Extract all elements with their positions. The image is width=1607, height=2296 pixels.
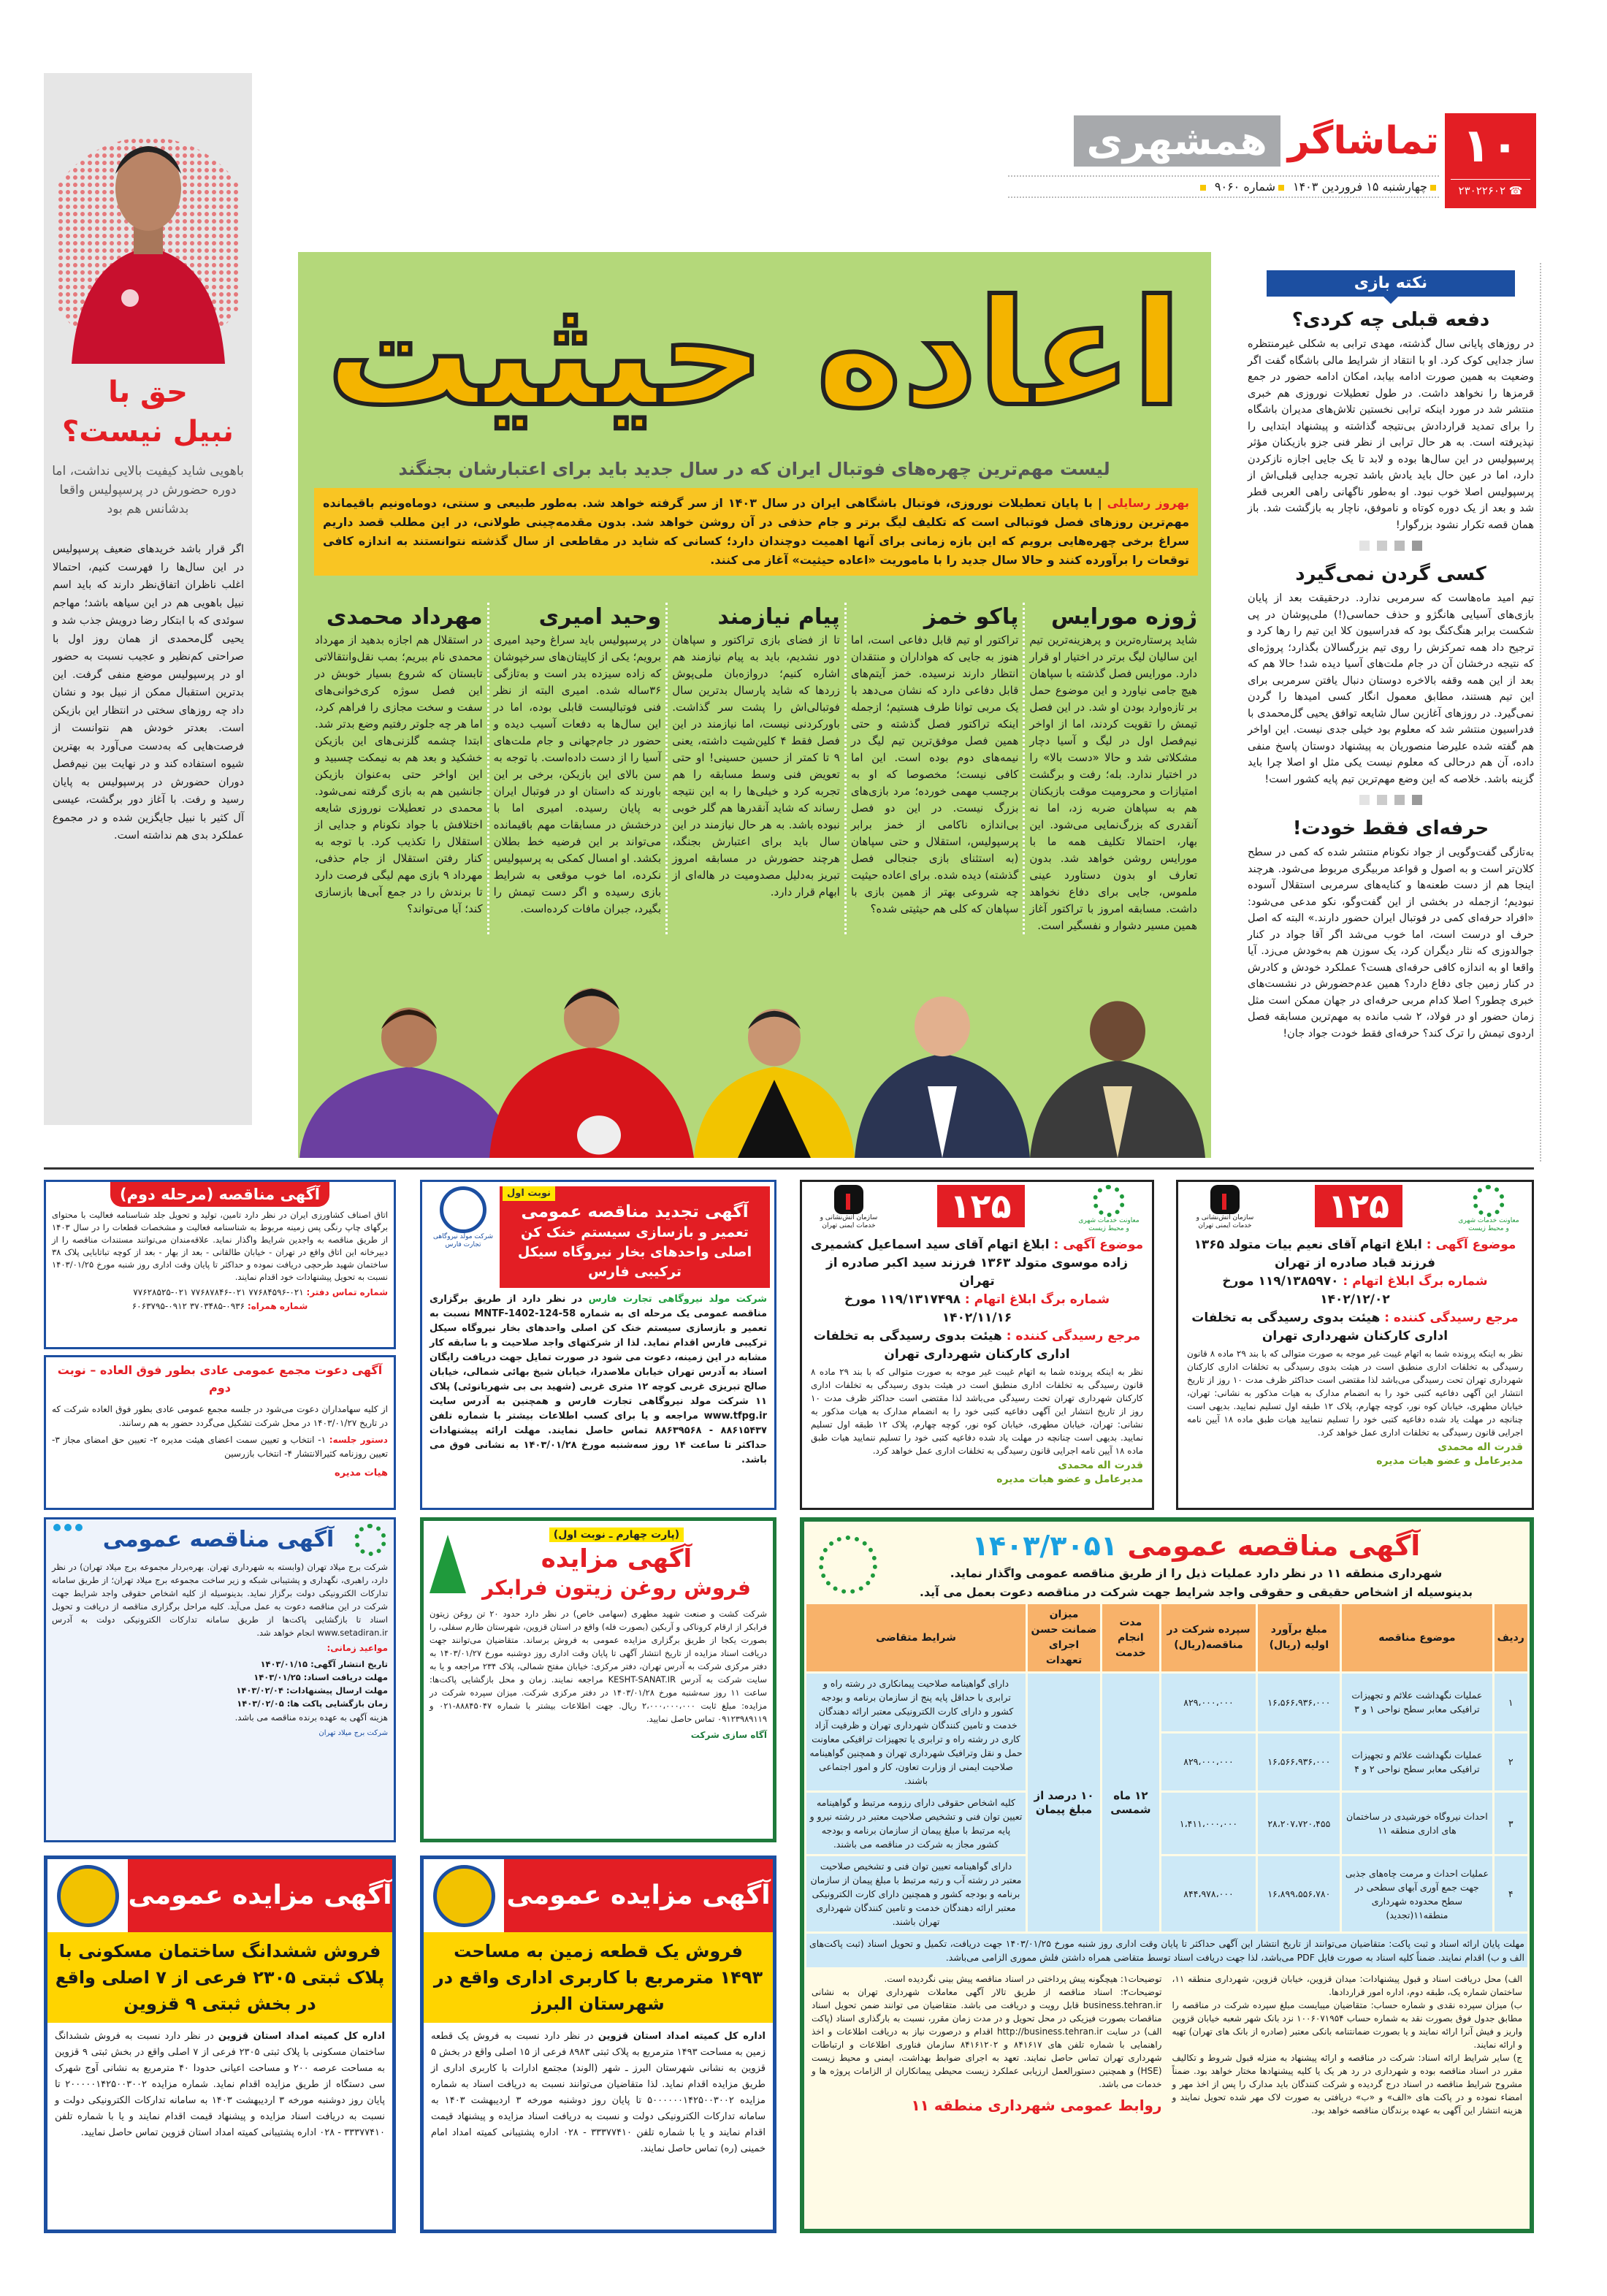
- fars-power-logo: شرکت مولد نیروگاهی تجارت فارس: [427, 1186, 500, 1288]
- newspaper-logo: [1008, 115, 1439, 167]
- photo-payam-niazmand: [694, 1009, 855, 1158]
- player-column: پاکو خمز تراکتور او تیم قابل دفاعی است، اما هنوز به جایی که هواداران و منتقدان انتظار دارند نرسیده. خمز آیتم‌های قابل دفاعی دارد که نشان می‌دهد با یک مربی توانا طرف هستیم؛ ازجمله اینکه تراکتور فصل گذشته و حتی همین فصل موفق‌ترین تیم لیگ در نیمه‌های دوم بوده است. این اما کافی نیست؛ مخصوصا که او به برچسب مهمی خورده؛ مرد بازی‌های بزرگ نیست. در این دو فصل بی‌اندازه ناکامی از خمز برابر پرسپولیس، استقلال و حتی سپاهان (به استثنای بازی جنجالی فصل گذشته) دیده شده. برای اعاده حیثیت چه شروعی بهتر از همین بازی با سپاهان که کلی هم حیثیتی شده؟: [844, 603, 1023, 934]
- player-column: پیام نیازمند تا از فضای بازی تراکتور و سپاهان دور نشدیم، باید به پیام نیازمند هم اشاره کنیم؛ دروازه‌بان ملی‌پوش زردها که شاید پارسال بدترین سال فوتبالی‌اش را پشت سر گذاشت. باورکردنی نیست، اما نیازمند در این فصل فقط ۴ کلین‌شیت داشته، یعنی ۹ تا کمتر از حسین حسینی! او حتی تعویض فنی وسط مسابقه را هم تجربه کرد و خیلی‌ها را به این نتیجه رساند که شاید آنقدرها هم گلر خوبی نبوده باشد. به هر حال نیازمند در این سال باید برای اعتبارش بجنگد، هرچند حضورش در مسابقه امروز تبریز به‌دلیل مصدومیت در هاله‌ای از ابهام قرار دارد.: [665, 603, 844, 934]
- ad-olive-oil-auction: (پارت چهارم ـ نوبت اول) آگهی مزایده فروش روغن زیتون فرابکر شرکت کشت و صنعت شهید مطهری (سهامی خاص) در نظر دارد حدود ۲۰ تن روغن زیتون فرابکر از ارقام کروناکی و آربکین (بصورت فله) واقع در استان قزوین، شهرستان طارم سفلی، را بصورت یکجا از طریق برگزاری مزایده عمومی به فروش برساند. متقاضیان می‌توانند جهت دریافت اسناد مزایده از تاریخ انتشار آگهی تا پایان وقت اداری روز دوشنبه مورخ ۱۴۰۳/۰۱/۲۷ به دفتر مرکزی شرکت به آدرس تهران، دفتر مرکزی: خیابان مفتح شمالی، پلاک ۲۳۴ مراجعه و یا به سایت شرکت به آدرس KESHT-SANAT.IR مراجعه نمایند. زمان و محل بازگشایی پاکت‌ها: ساعت ۱۱ روز سه‌شنبه مورخ ۱۴۰۳/۰۱/۲۸ در دفتر مرکزی شرکت. میزان سپرده شرکت در مزایده: مبلغ ثابت ۲،۰۰۰،۰۰۰،۰۰۰ ریال. جهت اطلاعات بیشتر با شماره ۸۸۸۴۵۰۴۷-۰۲۱ و ۰۹۱۲۳۹۸۹۱۱۹ تماس حاصل نمایید. آگاه سازی شرکت: [420, 1517, 776, 1842]
- section-banner: نکته بازی: [1267, 270, 1515, 297]
- ad-fire-dept-notice-1: معاونت خدمات شهری و محیط زیست ۱۲۵ سازمان آتش‌نشانی و خدمات ایمنی تهران موضوع آگهی : ابلاغ اتهام آقای نعیم بیات متولد ۱۳۶۵ فرزند قباد صادره از تهران شماره برگ ابلاغ اتهام : ۱۱۹/۱۳۸۵۹۷۰ مورخ ۱۴۰۲/۱۲/۰۲ مرجع رسیدگی کننده : هیئت بدوی رسیدگی به تخلفات اداری کارکنان شهرداری تهران نظر به اینکه پرونده شما به اتهام غیبت غیر موجه به صورت متوالی که با بند ۲۹ ماده ۸ قانون رسیدگی به تخلفات اداری منطبق است در هیئت بدوی رسیدگی به تخلفات اداری کارکنان شهرداری تهران تحت رسیدگی می‌باشد لذا مقتضی است حداکثر ظرف مدت ۱۰ روز از تاریخ انتشار این آگهی دفاعیه کتبی خود را به انضمام مدارک به هیات مذکور به نشانی: تهران، خیابان مطهری، خیابان کوه نور، کوچه چهارم، پلاک ۱۲ طبقه اول تسلیم نمایید. بدیهی است چنانچه در مهلت یاد شده دفاعیه کتبی خود را تسلیم ننمایید هیات طبق ماده ۱۸ آیین نامه اجرایی قانون رسیدگی به تخلفات اداری عمل خواهد کرد. قدرت اله محمدی مدیرعامل و عضو هیات مدیره: [1176, 1180, 1534, 1510]
- fire-dept-logo: سازمان آتش‌نشانی و خدمات ایمنی تهران: [812, 1185, 885, 1230]
- note-article: کسی گردن نمی‌گیرد تیم امید ماه‌هاست که سرمربی ندارد. درحقیقت بعد از پایان بازی‌های آسیایی هانگژو و حذف حماسی(!) ملی‌پوشان در پی شکست برابر هنگ‌کنگ بود که فدراسیون کلا این تیم را رها کرد و ترجیح داد همه تمرکزش را روی تیم بزرگسالان بگذارد؛ پروژه‌ای که نتیجه درخشان آن در جام ملت‌های آسیا دیده شد! حالا هم که بعد از این همه وقفه بالاخره دوستان دنبال یافتن سرمربی برای این تیم هستند، مطابق معمول انگار کسی امیدها را گردن نمی‌گیرد. در روزهای آغازین سال شایعه توافق یحیی گل‌محمدی با فدراسیون منتشر شد که معلوم بود خیلی جدی نیست. این اواخر هم گفته شده علیرضا منصوریان به پیشنهاد دوستان پاسخ منفی داده، آن هم درحالی که معلوم نیست یکی مثل او اصلا چرا باید گزینه باشد. خلاصه که این وضع مهم‌ترین تیم پایه کشور است!: [1248, 563, 1534, 785]
- ad-fire-dept-notice-2: معاونت خدمات شهری و محیط زیست ۱۲۵ سازمان آتش‌نشانی و خدمات ایمنی تهران موضوع آگهی : ابلاغ اتهام آقای سید اسماعیل کشمیری زاده موسوی متولد ۱۳۶۳ فرزند سید اکبر صادره از تهران شماره برگ ابلاغ اتهام : ۱۱۹/۱۳۱۷۴۹۸ مورخ ۱۴۰۲/۱۱/۱۶ مرجع رسیدگی کننده : هیئت بدوی رسیدگی به تخلفات اداری کارکنان شهرداری تهران نظر به اینکه پرونده شما به اتهام غیبت غیر موجه به صورت متوالی که با بند ۲۹ ماده ۸ قانون رسیدگی به تخلفات اداری منطبق است در هیئت بدوی رسیدگی به تخلفات اداری کارکنان شهرداری تهران تحت رسیدگی می‌باشد لذا مقتضی است حداکثر ظرف مدت ۱۰ روز از تاریخ انتشار این آگهی دفاعیه کتبی خود را به انضمام مدارک به هیات مذکور به نشانی: تهران، خیابان مطهری، خیابان کوه نور، کوچه چهارم، پلاک ۱۲ طبقه اول تسلیم نمایید. بدیهی است چنانچه در مهلت یاد شده دفاعیه کتبی خود را تسلیم ننمایید هیات طبق ماده ۱۸ آیین نامه اجرایی قانون رسیدگی به تخلفات اداری عمل خواهد کرد. قدرت اله محمدی مدیرعامل و عضو هیات مدیره: [800, 1180, 1154, 1510]
- round-badge: نوبت اول: [503, 1186, 555, 1201]
- feature-headline: اعاده حیثیت: [326, 269, 1183, 439]
- emdad-committee-logo: [57, 1865, 119, 1927]
- photo-vahid-amiri: [489, 988, 694, 1158]
- sidebar-body: اگر قرار باشد خریدهای ضعیف پرسپولیس در این سال‌ها را فهرست کنیم، احتمالا اغلب ناظران اتفاق‌نظر دارند که باید اسم نبیل باهویی هم در این سیاهه باشد؛ مهاجم سوئدی که با ابتکار رضا درویش جذب شد و یحیی گل‌محمدی از همان روز اول با صراحتی کم‌نظیر و عجیب نسبت به حضور او در پرسپولیس موضع منفی گرفت. این بدترین استقبال ممکن از نبیل بود و نشان داد چه روزهای سختی در انتظار این بازیکن است. بعدتر خودش هم نتوانست از فرصت‌هایی که به‌دست می‌آورد به بهترین شیوه استفاده کند و در نهایت بین نیم‌فصل دوران حضورش در پرسپولیس به پایان رسید و رفت. با آغاز دور برگشت، عیسی آل کثیر با نبیل جایگزین شده و در مجموع عملکرد بدی هم نداشته است.: [53, 544, 244, 842]
- ad-fars-tender: نوبت اول آگهی تجدید مناقصه عمومی تعمیر و بازسازی سیستم خنک کن اصلی واحدهای بخار نیروگاه سیکل ترکیبی فارس شرکت مولد نیروگاهی تجارت فارس شرکت مولد نیروگاهی تجارت فارس در نظر دارد از طریق برگزاری مناقصه عمومی یک مرحله ای به شماره MNTF-1402-124-58 نسبت به تعمیر و بازسازی سیستم خنک کن اصلی واحدهای بخار نیروگاه سیکل ترکیبی فارس اقدام نماید. لذا از شرکتهای واجد صلاحیت و با سابقه کار مشابه در این زمینه، دعوت می شود در صورت تمایل جهت دریافت رایگان اسناد به آدرس تهران خیابان ملاصدرا، خیابان شیخ بهائی شمالی، خیابان صالح تبریزی غربی کوچه ۱۲ متری غربی (شهید بی بی شهربانوئی) پلاک ۱۱ شرکت مولد نیروگاهی تجارت فارس و همچنین به آدرس سایت www.tfpg.ir مراجعه و یا برای کسب اطلاعات بیشتر با شماره تلفن ۸۸۶۱۵۴۳۷ - ۸۸۶۳۹۵۶۸ تماس حاصل نمایند. مهلت ارائه پیشنهادات حداکثر تا ساعت ۱۴ روز سه‌شنبه مورخ ۱۴۰۳/۰۱/۲۸ به نشانی فوق می باشد.: [420, 1180, 776, 1510]
- emergency-125-logo: ۱۲۵: [937, 1185, 1025, 1227]
- table-row: ۱ عملیات نگهداشت علائم و تجهیزات ترافیکی معابر سطح نواحی ۱ و ۳ ۱۶،۵۶۶،۹۳۶،۰۰۰ ۸۲۹،۰۰۰،۰۰۰ ۱۲ ماه شمسی ۱۰ درصد از مبلغ پیمان دارای گواهینامه صلاحیت پیمانکاری در رشته راه و ترابری با حداقل پایه پنج از سازمان برنامه و بودجه کشور و دارای کارت الکترونیکی معتبر ارائه دهندگان خدمت و تامین کنندگان شهرداری تهران و ظرفیت آزاد کاری در رشته راه و ترابری یا تجهیزات ترافیکی معاونت حمل و نقل وترافیک شهرداری تهران و همچنین گواهینامه صلاحیت ایمنی از وزارت تعاون، کار و امور اجتماعی باشند.: [806, 1674, 1527, 1731]
- note-article: دفعه قبلی چه کردی؟ در روزهای پایانی سال گذشته، مهدی ترابی به شکلی غیرمنتظره ساز جدایی کوک کرد. او با انتقاد از شرایط مالی باشگاه گفت اگر وضعیت به همین صورت ادامه بیابد، امکان ادامه حضور در جمع قرمزها را نخواهد داشت. در طول تعطیلات نوروزی هم خبری منتشر شد در مورد اینکه ترابی نخستین تلاش‌های مدیران باشگاه را برای تمدید قراردادش بی‌نتیجه گذاشته و پیشنهاد ابتدایی را نپذیرفته است. به هر حال ترابی از نظر فنی جزو بازیکنان مؤثر پرسپولیس در این سال‌ها بوده و لابد تا یک جایی اجازه نازکردن دارد، اما در عین حال باید یادش باشد تجربه جدایی قبلی‌اش از پرسپولیس اصلا خوب نبود. او به‌طور ناگهانی راهی العربی قطر شد و بعد از یک دوره کوتاه و ناموفق، ناچار به بازگشت شد. باز همان قصه تکرار نشود بزرگوار!: [1248, 309, 1534, 531]
- olive-ad-signer: آگاه سازی شرکت: [690, 1730, 767, 1740]
- player-photos: [299, 950, 1210, 1158]
- tehran-municipality-logo: [354, 1524, 386, 1556]
- photo-paco-jemez: [855, 996, 1030, 1158]
- ad-district11-tender: آگهی مناقصه عمومی ۱۴۰۳/۳۰۵۱ شهرداری منطقه ۱۱ در نظر دارد عملیات ذیل را از طریق مناقصه عمومی واگذار نماید. بدینوسیله از اشخاص حقیقی و حقوقی واجد شرایط جهت شرکت در مناقصه دعوت بعمل می آید. ردیف موضوع مناقصه مبلغ برآورد اولیه (ریال) سپرده شرکت در مناقصه(ریال) مدت انجام خدمت میزان ضمانت حسن اجرای تعهدات شرایط متقاضی ۱ عملیات نگهداشت علائم و تجهیزات ترافیکی معابر سطح نواحی ۱ و ۳ ۱۶،۵۶۶،۹۳۶،۰۰۰ ۸۲۹،۰۰۰،۰۰۰ ۱۲ ماه شمسی ۱۰ درصد از مبلغ پیمان دارای گواهینامه صلاحیت پیمانکاری در رشته راه و ترابری با حداقل پایه پنج از سازمان برنامه و بودجه کشور و دارای کارت الکترونیکی معتبر ارائه دهندگان خدمت و تامین کنندگان شهرداری تهران و ظرفیت آزاد کاری در رشته راه و ترابری یا تجهیزات ترافیکی معاونت حمل و نقل وترافیک شهرداری تهران و همچنین گواهینامه صلاحیت ایمنی از وزارت تعاون، کار و امور اجتماعی باشند. ۲ عملیات نگهداشت علائم و تجهیزات ترافیکی معابر سطح نواحی ۲ و ۴ ۱۶،۵۶۶،۹۳۶،۰۰۰ ۸۲۹،۰۰۰،۰۰۰ ۳ احداث نیروگاه خورشیدی در ساختمان های اداری منطقه ۱۱ ۲۸،۲۰۷،۷۲۰،۴۵۵ ۱،۴۱۱،۰۰۰،۰۰۰ کلیه اشخاص حقوقی دارای رزومه مرتبط و گواهینامه تعیین توان فنی و تشخیص صلاحیت معتبر در رشته نیرو و پایه مرتبط با مبلغ پیمان از سازمان برنامه و بودجه کشور مجاز به شرکت در مناقصه می باشند. ۴ عملیات احداث و مرمت چاه‌های جذبی جهت جمع آوری آبهای سطحی در سطح محدوده شهرداری منطقه۱۱(تجدید) ۱۶،۸۹۹،۵۵۶،۷۸۰ ۸۴۴،۹۷۸،۰۰۰ دارای گواهینامه تعیین توان فنی و تشخیص صلاحیت معتبر در رشته آب و رتبه مرتبط با مبلغ پیمان از سازمان برنامه و بودجه کشور و همچنین دارای کارت الکترونیکی معتبر ارائه دهندگان خدمت و تامین کنندگان شهرداری تهران باشند. مهلت پایان ارائه اسناد و ثبت پاکت: متقاضیان می‌توانند از تاریخ انتشار این آگهی حداکثر تا پایان وقت اداری روز شنبه مورخ ۱۴۰۳/۰۱/۲۵ جهت دریافت، تکمیل و تحویل اسناد (ثبت پاکت‌های الف و ب) اقدام نمایند. ضمناً کلیه اسناد به صورت فایل PDF می‌باشد، لذا جهت دریافت اسناد توسط متقاضی همراه داشتن فلش مموری الزامی می‌باشد. الف) محل دریافت اسناد و قبول پیشنهادات: میدان قزوین، خیابان قزوین، شهرداری منطقه ۱۱، ساختمان شماره یک، طبقه دوم، اداره امور قراردادها. ب) میزان سپرده نقدی و شماره حساب: متقاضیان میبایست مبلغ سپرده شرکت در مناقصه را مطابق جدول فوق بصورت نقد به شماره حساب ۱۰۰۶۰۷۱۹۵۴ نزد بانک شهر شعبه خیابان قزوین واریز و فیش آنرا ارائه نمایند و یا بصورت ضمانتنامه بانکی معتبر (صادره از بانک های تهران) تهیه و ارائه نمایند. ج) سایر شرایط ارائه اسناد: شرکت در مناقصه و ارائه پیشنهاد به منزله قبول شروط و تکالیف مقرر در اسناد مناقصه بوده و شهرداری در رد هر یک یا کلیه پیشنهادها مختار خواهد بود. ضمناً مشروح شرایط مناقصه در اسناد درج گردیده و شرکت کنندگان باید مدارک را پس از اخذ مهر و امضاء نموده و در پاکت های «الف» و «ب» دریافتی به صورت لاک مهر شده تحویل نمایند و هزینه انتشار این آگهی به عهده برندگان مناقصه خواهد بود. توضیحات۱: هیچگونه پیش پرداختی در اسناد مناقصه پیش بینی نگردیده است. توضیحات۲: اسناد مناقصه از طریق تالار آگهی معاملات شهرداری تهران به نشانی business.tehran.ir قابل رویت و دریافت می باشد. متقاضیان می توانند ضمن تحویل اسناد مناقصات بصورت فیزیکی در محل تحویل و در مدت زمان مقرر، نسبت به بارگذاری اسناد (پاکت الف) در سایت http://business.tehran.ir اقدام و درصورت نیاز به دریافت اطلاعات و اخذ راهنمایی با شماره تلفن های ۸۴۱۶۱۷ و ۸۴۱۶۱۲۰۲ سازمان فناوری اطلاعات و ارتباطات شهرداری تهران تماس حاصل نمایند. تعهد به اجرای ضوابط بهداشت، ایمنی و محیط زیست (HSE) و همچنین دستورالعمل ارزیابی عملکرد زیست محیطی پیمانکاران از الزامات پروژه ها و خدمات می باشد. روابط عمومی شهرداری منطقه ۱۱: [800, 1517, 1534, 2233]
- ad-general-assembly: آگهی دعوت مجمع عمومی عادی بطور فوق العاده – نوبت دوم از کلیه سهامداران دعوت می‌شود در جلسه مجمع عمومی عادی بطور فوق العاده شرکت که در تاریخ ۱۴۰۳/۰۱/۲۷ در محل شرکت تشکیل می‌گردد حضور به هم رسانند. دستور جلسه: ۱- انتخاب و تعیین سمت اعضای هیئت مدیره ۲- تعیین حق امضای مجاز ۳- تعیین روزنامه کثیرالانتشار ۴- انتخاب بازرسین هیات مدیره: [44, 1355, 396, 1510]
- feature-intro: بهروز رسایلی | با پایان تعطیلات نوروزی، فوتبال باشگاهی ایران در سال ۱۴۰۳ از سر گرفته خواهد شد. به‌طور طبیعی و سنتی، دوماه‌ونیم باقیمانده مهم‌ترین روزهای فصل فوتبالی است که تکلیف لیگ برتر و جام حذفی در آن روشن خواهد شد. بدون مقدمه‌چینی طولانی، در این مطلب قصد داریم سراغ برخی چهره‌هایی برویم که این بازه زمانی برای آنها اهمیت دوچندان دارد؛ کسانی که شاید در مقاطعی از سال گذشته نتوانستند به اندازه کافی توقعات را برآورده کنند و حالا سال جدید را با ماموریت «اعاده حیثیت» آغاز می کنند.: [314, 488, 1198, 576]
- separator-dots: [1242, 795, 1540, 805]
- page-number: ۱۰: [1462, 119, 1519, 173]
- player-column: مهرداد محمدی در استقلال هم اجازه بدهید از مهرداد محمدی نام ببریم؛ بمب نقل‌وانتقالاتی تابستان که شروع بسیار خوبش در این فصل سوژه کری‌خوانی‌های سفت و سخت مجازی را فراهم کرد، اما هر چه جلوتر رفتیم وضع بدتر شد. ابتدا چشمه گلزنی‌های این بازیکن خشکید و بعد هم به نیمکت چسبید و این اواخر حتی به‌عنوان بازیکن جانشین هم به بازی گرفته نمی‌شود. محمدی در تعطیلات نوروزی شایعه اختلافش با جواد نکونام و جدایی از استقلال را تکذیب کرد. با توجه به کنار رفتن استقلال از جام حذفی، مهرداد ۹ بازی مهم لیگی فرصت دارد تا برندش را در جمع آبی‌ها بازسازی کند؛ آیا می‌تواند؟: [315, 604, 483, 915]
- table-row: ۳ احداث نیروگاه خورشیدی در ساختمان های اداری منطقه ۱۱ ۲۸،۲۰۷،۷۲۰،۴۵۵ ۱،۴۱۱،۰۰۰،۰۰۰ کلیه اشخاص حقوقی دارای رزومه مرتبط و گواهینامه تعیین توان فنی و تشخیص صلاحیت معتبر در رشته نیرو و پایه مرتبط با مبلغ پیمان از سازمان برنامه و بودجه کشور مجاز به شرکت در مناقصه می باشند.: [806, 1793, 1527, 1854]
- feature-subtitle: لیست مهم‌ترین چهره‌های فوتبال ایران که در سال جدید باید برای اعتبارشان بجنگند: [398, 459, 1110, 479]
- company-logo: [430, 1535, 466, 1593]
- signature: روابط عمومی شهرداری منطقه ۱۱: [911, 2097, 1162, 2114]
- ad-agriculture-tender: آگهی مناقصه (مرحله دوم) اتاق اصناف کشاورزی ایران در نظر دارد تامین، تولید و تحویل جلد شناسنامه فعالیت با محتوای برگهای چاپ رنگی پس زمینه مربوط به شناسنامه فعالیت و مشخصات قطعات را در سال ۱۴۰۳ از طریق مناقصه به واجدین شرایط واگذار نماید. علاقه‌مندان می‌توانند مستندات مناقصه را از دبیرخانه این اتاق واقع در تهران - خیابان طالقانی - بعد از بهار - بعد از کوچه تباتابایی پلاک ۳۸ ساختمان شهید طرحچی دریافت نموده و حداکثر تا پایان وقت اداری روز شنبه مورخ ۱۴۰۳/۰۱/۲۵ نسبت به تحویل پیشنهادات خود اقدام نمایند. شماره تماس دفتر: ۰۲۱-۷۷۶۸۴۵۹۶ ۰۲۱-۷۷۶۸۷۸۴۶ ۰۲۱-۷۷۶۲۸۵۲۵ شماره همراه: ۰۹۳۶-۳۷۰۳۴۸۵ ۰۹۱۲-۶۰۶۳۷۹۵: [44, 1180, 396, 1349]
- table-row: ۴ عملیات احداث و مرمت چاه‌های جذبی جهت جمع آوری آبهای سطحی در سطح محدوده شهرداری منطقه۱۱(تجدید) ۱۶،۸۹۹،۵۵۶،۷۸۰ ۸۴۴،۹۷۸،۰۰۰ دارای گواهینامه تعیین توان فنی و تشخیص صلاحیت معتبر در رشته آب و رتبه مرتبط با مبلغ پیمان از سازمان برنامه و بودجه کشور و همچنین دارای کارت الکترونیکی معتبر ارائه دهندگان خدمت و تامین کنندگان شهرداری تهران باشند.: [806, 1856, 1527, 1931]
- tehran-municipality-logo: [819, 1536, 877, 1594]
- round-badge: (پارت چهارم ـ نوبت اول): [549, 1528, 684, 1542]
- tehran-municipality-logo: معاونت خدمات شهری و محیط زیست: [1076, 1185, 1142, 1233]
- tender-table: ردیف موضوع مناقصه مبلغ برآورد اولیه (ریال) سپرده شرکت در مناقصه(ریال) مدت انجام خدمت میزان ضمانت حسن اجرای تعهدات شرایط متقاضی ۱ عملیات نگهداشت علائم و تجهیزات ترافیکی معابر سطح نواحی ۱ و ۳ ۱۶،۵۶۶،۹۳۶،۰۰۰ ۸۲۹،۰۰۰،۰۰۰ ۱۲ ماه شمسی ۱۰ درصد از مبلغ پیمان دارای گواهینامه صلاحیت پیمانکاری در رشته راه و ترابری با حداقل پایه پنج از سازمان برنامه و بودجه کشور و دارای کارت الکترونیکی معتبر ارائه دهندگان خدمت و تامین کنندگان شهرداری تهران و ظرفیت آزاد کاری در رشته راه و ترابری یا تجهیزات ترافیکی معاونت حمل و نقل وترافیک شهرداری تهران و همچنین گواهینامه صلاحیت ایمنی از وزارت تعاون، کار و امور اجتماعی باشند. ۲ عملیات نگهداشت علائم و تجهیزات ترافیکی معابر سطح نواحی ۲ و ۴ ۱۶،۵۶۶،۹۳۶،۰۰۰ ۸۲۹،۰۰۰،۰۰۰ ۳ احداث نیروگاه خورشیدی در ساختمان های اداری منطقه ۱۱ ۲۸،۲۰۷،۷۲۰،۴۵۵ ۱،۴۱۱،۰۰۰،۰۰۰ کلیه اشخاص حقوقی دارای رزومه مرتبط و گواهینامه تعیین توان فنی و تشخیص صلاحیت معتبر در رشته نیرو و پایه مرتبط با مبلغ پیمان از سازمان برنامه و بودجه کشور مجاز به شرکت در مناقصه می باشند. ۴ عملیات احداث و مرمت چاه‌های جذبی جهت جمع آوری آبهای سطحی در سطح محدوده شهرداری منطقه۱۱(تجدید) ۱۶،۸۹۹،۵۵۶،۷۸۰ ۸۴۴،۹۷۸،۰۰۰ دارای گواهینامه تعیین توان فنی و تشخیص صلاحیت معتبر در رشته آب و رتبه مرتبط با مبلغ پیمان از سازمان برنامه و بودجه کشور و همچنین دارای کارت الکترونیکی معتبر ارائه دهندگان خدمت و تامین کنندگان شهرداری تهران باشند. مهلت پایان ارائه اسناد و ثبت پاکت: متقاضیان می‌توانند از تاریخ انتشار این آگهی حداکثر تا پایان وقت اداری روز شنبه مورخ ۱۴۰۳/۰۱/۲۵ جهت دریافت، تکمیل و تحویل اسناد (ثبت پاکت‌های الف و ب) اقدام نمایند. ضمناً کلیه اسناد به صورت فایل PDF می‌باشد، لذا جهت دریافت اسناد توسط متقاضی همراه داشتن فلش مموری الزامی می‌باشد.: [804, 1602, 1530, 1969]
- page-number-box: [1445, 113, 1536, 208]
- milad-tower-logo: [53, 1524, 83, 1556]
- ad-emdad-land-auction: آگهی مزایده عمومی فروش یک قطعه زمین به مساحت ۱۴۹۳ مترمربع با کاربری اداری واقع در شهرستان البرز اداره کل کمیته امداد استان قزوین در نظر دارد نسبت به فروش یک قطعه زمین به مساحت ۱۴۹۳ مترمربع به پلاک ثبتی ۸۹۸۳ فرعی از ۱۵ اصلی واقع در بخش ۵ قزوین به نشانی شهرستان البرز ـ شهر (الوند) مجتمع ادارات با کاربری اداری از طریق مزایده اقدام نماید. لذا متقاضیان می‌توانند نسبت به دریافت اسناد به شماره مزایده ۵۰۰۰۰۰۰۱۴۲۵۰۰۳۰۰۲ تا پایان روز دوشنبه مورخه ۳ اردیبهشت ۱۴۰۳ به سامانه تدارکات الکترونیکی دولت و نسبت به دریافت اسناد مزایده و پیشنهاد قیمت اقدام نمایند و یا با شماره تلفن ۳۳۳۷۷۴۱۰ - ۰۲۸ اداره پشتیبانی کمیته امداد امام خمینی (ره) تماس حاصل نمایند.: [420, 1856, 776, 2233]
- emergency-125-logo: ۱۲۵: [1315, 1185, 1402, 1227]
- table-row: ۲ عملیات نگهداشت علائم و تجهیزات ترافیکی معابر سطح نواحی ۲ و ۴ ۱۶،۵۶۶،۹۳۶،۰۰۰ ۸۲۹،۰۰۰،۰۰۰: [806, 1734, 1527, 1791]
- notes-column: [1242, 263, 1541, 1162]
- logo-main: همشهری: [1074, 115, 1280, 167]
- author-name: بهروز رسایلی: [1107, 496, 1190, 510]
- fire-dept-logo: سازمان آتش‌نشانی و خدمات ایمنی تهران: [1188, 1185, 1261, 1230]
- sidebar-headline: حق با نبیل نیست؟: [62, 375, 234, 449]
- player-column: وحید امیری در پرسپولیس باید سراغ وحید امیری برویم؛ یکی از کاپیتان‌های سرخپوشان که زاده سیزده بدر است و به‌تازگی ۳۶ساله شده. امیری البته از نظر فنی فوتبالیست قابلی بوده، اما در این سال‌ها به دفعات آسیب دیده و حضور در جام‌جهانی و جام ملت‌های آسیا را از دست داده‌است. با توجه به سن بالای این بازیکن، برخی بر این باورند که داستان او در فوتبال ایران به پایان رسیده. امیری اما با درخشش در مسابقات مهم باقیمانده می‌تواند بر این فرضیه خط بطلان بکشد. او امسال کمکی به پرسپولیس نکرده، اما خوب موقعی به شرایط بازی رسیده و اگر دست تیمش را بگیرد، جبران مافات کرده‌است.: [487, 603, 666, 934]
- separator-dots: [1242, 541, 1540, 551]
- logo-accent: تماشاگر: [1287, 119, 1439, 163]
- dateline: [1008, 175, 1439, 198]
- player-photo-nabil: [57, 79, 240, 364]
- divider: [44, 1167, 1534, 1170]
- issue-date: چهارشنبه ۱۵ فروردین ۱۴۰۳: [1292, 180, 1427, 194]
- issue-number: شماره ۹۰۶۰: [1214, 180, 1275, 194]
- phone-number: ☎ ۲۳۰۲۲۶۰۲: [1451, 179, 1530, 197]
- photo-jose-morais: [1030, 1001, 1205, 1158]
- sidebar-lead: باهویی شاید کیفیت بالایی نداشت، اما دوره حضورش در پرسپولیس واقعا بدشانس هم بود: [52, 464, 244, 516]
- player-columns: [310, 603, 1202, 934]
- player-column: ژوزه مورایس شاید پرستاره‌ترین و پرهزینه‌ترین تیم این سالیان لیگ برتر در اختیار او قرار دارد. مورایس فصل گذشته با سپاهان هیچ جامی نیاورد و این موضوع حمل بر تازه‌وارد بودن او شد. در این فصل تیمش را تقویت کردند، اما از اواخر نیم‌فصل اول در لیگ و آسیا دچار مشکلاتی شد و حالا «دست بالا» را در اختیار ندارد. بله؛ رفت و برگشت امتیازات و محرومیت موقت بازیکنان هم به سپاهان ضربه زد، اما نه آنقدری که بزرگ‌نمایی می‌شود. این بهار، احتمالا تکلیف همه ما با مورایس روشن خواهد شد. بدون تعارف او بدون دستاورد عینی ملموس، جایی برای دفاع نخواهد داشت. مسابقه امروز با تراکتور آغاز همین مسیر دشوار و نفسگیر است.: [1023, 603, 1202, 934]
- note-article: حرفه‌ای فقط خودت! به‌تازگی گفت‌وگویی از جواد نکونام منتشر شده که کمی در سطح کلان‌تر است و به اصول و قواعد مربیگری مربوط می‌شود. هرچند اینجا هم از دست طعنه‌ها و کنایه‌های سرمربی استقلال آسوده نبودیم؛ ازجمله در بخشی از این گفت‌وگو، نکو مدعی می‌شود: «افراد حرفه‌ای کمی در فوتبال ایران حضور دارند.» البته که اصل حرف او درست است، اما خوب می‌شد اگر آقا جواد در کنار جوالدوزی که نثار دیگران کرد، یک سوزن هم به‌خودش می‌زد. آیا واقعا او به اندازه کافی حرفه‌ای هست؟ عملکرد خودش و کادرش در کنار زمین جای دفاع دارد؟ همین عدم‌حضورش در نشست‌های خبری چطور؟ اصلا کدام مربی حرفه‌ای در جهان ممکن است مثل زمان حضور او در فولاد، ۲ شب مانده به مهم‌ترین مسابقه فصل اردوی تیمش را ترک کند؟ حرفه‌ای فقط خودت جواد جان!: [1248, 817, 1534, 1040]
- emdad-committee-logo: [433, 1865, 495, 1927]
- tehran-municipality-logo: معاونت خدمات شهری و محیط زیست: [1456, 1185, 1522, 1233]
- photo-mehrdad-mohammadi: [299, 1007, 519, 1158]
- ad-milad-tower-tender: آگهی مناقصه عمومی شرکت برج میلاد تهران (وابسته به شهرداری تهران. بهره‌بردار مجموعه برج میلاد تهران) در نظر دارد، راهبری، نگهداری و پشتیبانی شبکه و زیر ساخت مجموعه برج میلاد تهران؛ از طریق سامانه تدارکات الکترونیکی دولت برگزار نماید. بدینوسیله از کلیه اشخاص حقوقی واجد شرایط جهت شرکت در این مناقصه دعوت به عمل می‌آید. کلیه مراحل برگزاری مناقصه از دریافت و تحویل اسناد تا بازگشایی پاکت‌ها از طریق سامانه تدارکات الکترونیکی دولت به آدرس www.setadiran.ir انجام خواهد شد. مواعید زمانی: تاریخ انتشار آگهی: ۱۴۰۳/۰۱/۱۵ مهلت دریافت اسناد: ۱۴۰۳/۰۱/۲۵ مهلت ارسال پیشنهادات: ۱۴۰۳/۰۲/۰۴ زمان بازگشایی پاکت ها: ۱۴۰۳/۰۲/۰۵ هزینه آگهی به عهده برنده مناقصه می باشد. شرکت برج میلاد تهران: [44, 1517, 396, 1842]
- ad-emdad-building-auction: آگهی مزایده عمومی فروش ششدانگ ساختمان مسکونی با پلاک ثبتی ۲۳۰۵ فرعی از ۷ اصلی واقع در بخش ثبتی ۹ قزوین اداره کل کمیته امداد استان قزوین در نظر دارد نسبت به فروش ششدانگ ساختمان مسکونی با پلاک ثبتی ۲۳۰۵ فرعی از ۷ اصلی واقع در بخش ثبتی ۹ قزوین به مساحت عرصه ۲۰۰ و مساحت اعیانی حدودا ۴۰ مترمربع به نشانی آوج شهرک سی دستگاه از طریق مزایده اقدام نماید. شماره مزایده ۲۰۰۰۰۰۱۴۲۵۰۰۳۰۰۲ تا پایان روز دوشنبه مورخه ۳ اردیبهشت ۱۴۰۳ به سامانه تدارکات الکترونیکی دولت و نسبت به دریافت اسناد مزایده و پیشنهاد قیمت اقدام نمایند و یا با شماره تلفن ۳۳۳۷۷۴۱۰ - ۰۲۸ اداره پشتیبانی کمیته امداد استان قزوین تماس حاصل نمایید.: [44, 1856, 396, 2233]
